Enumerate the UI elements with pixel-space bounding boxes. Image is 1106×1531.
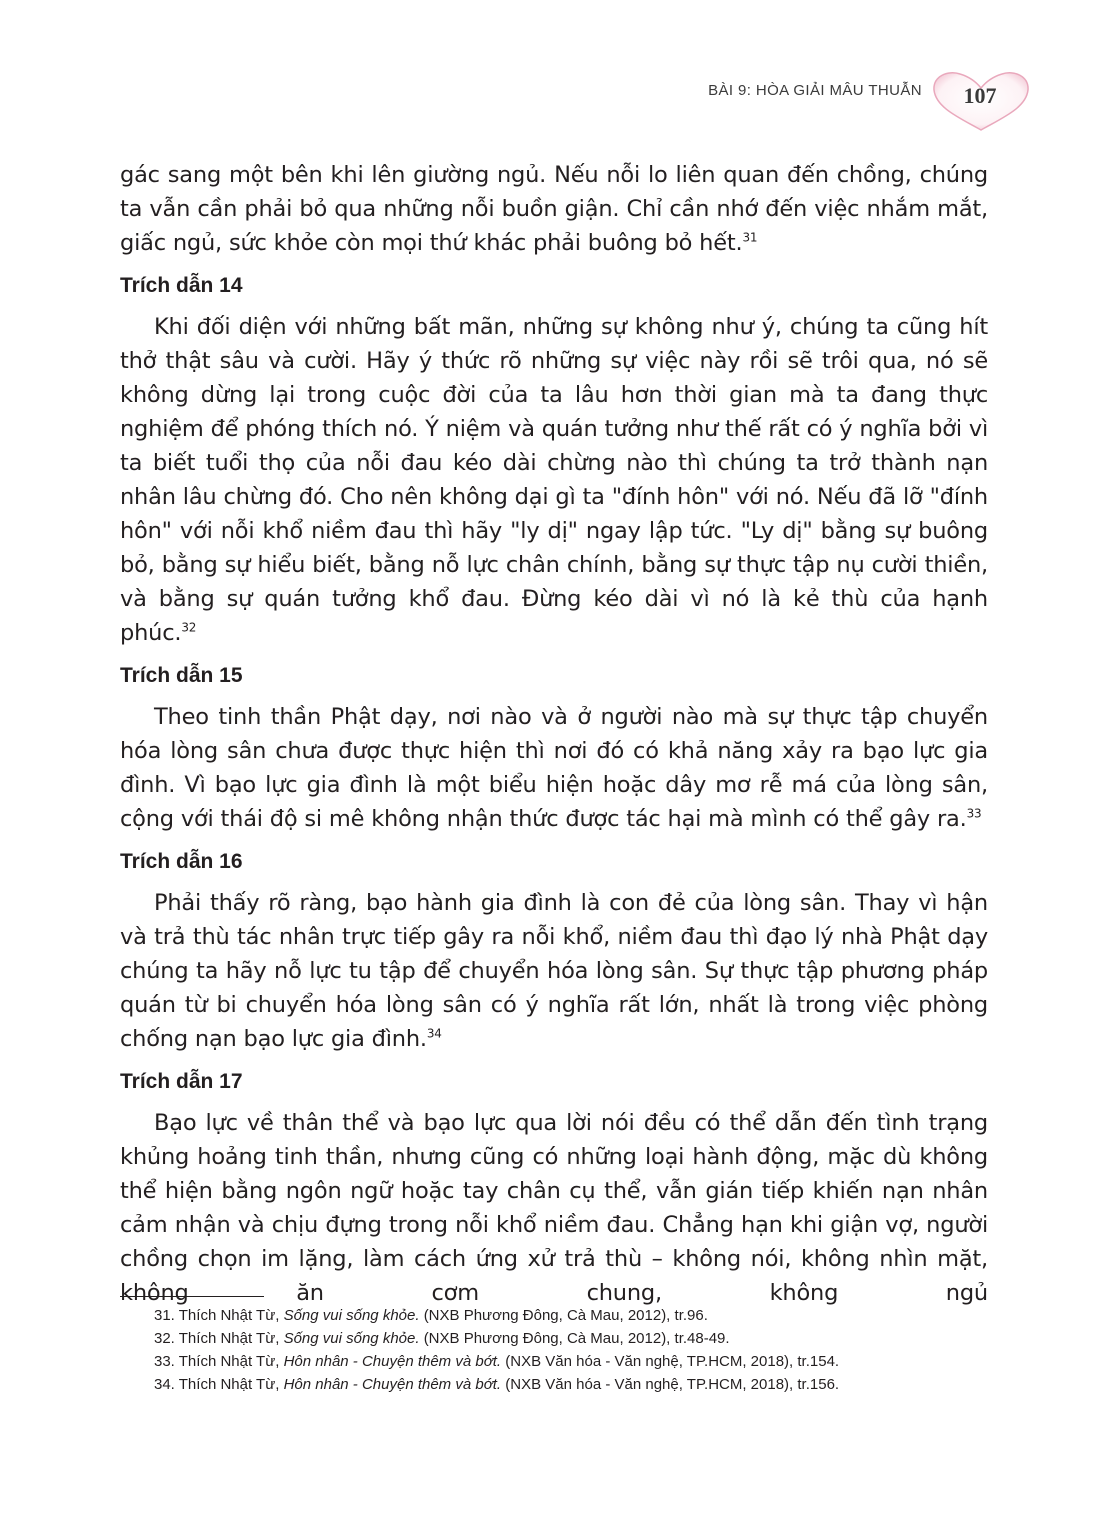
footnote-author: Thích Nhật Từ,: [178, 1307, 280, 1324]
footnote-source: (NXB Văn hóa - Văn nghệ, TP.HCM, 2018), tr.154.: [505, 1353, 840, 1370]
footnote-ref: 33: [966, 806, 982, 821]
footnote-ref: 32: [181, 620, 197, 635]
quote-text: Bạo lực về thân thể và bạo lực qua lời nói đều có thể dẫn đến tình trạng khủng hoảng tinh thần, nhưng cũng có những loại hành động, mặc dù không thể hiện bằng ngôn ngữ hoặc tay chân cụ thể, vẫn gián tiếp khiến nạn nhân cảm nhận và chịu đựng trong nỗi khổ niềm đau. Chẳng hạn khi giận vợ, người chồng chọn im lặng, làm cách ứng xử trả thù – không nói, không nhìn mặt, không ăn cơm chung, không ngủ: [120, 1110, 988, 1306]
quote-heading: Trích dẫn 14: [120, 274, 243, 297]
footnote-number: 33.: [154, 1353, 175, 1370]
quote-paragraph: [120, 886, 988, 1056]
quote-heading: Trích dẫn 17: [120, 1070, 243, 1093]
footnote-title: Sống vui sống khỏe.: [283, 1330, 420, 1347]
footnote-author: Thích Nhật Từ,: [178, 1330, 280, 1347]
footnote-author: Thích Nhật Từ,: [178, 1353, 280, 1370]
intro-paragraph: [120, 158, 988, 260]
footnote-source: (NXB Văn hóa - Văn nghệ, TP.HCM, 2018), tr.156.: [505, 1376, 840, 1393]
page-header: [432, 68, 1032, 138]
footnote-item: [120, 1350, 988, 1373]
footnote-item: [120, 1373, 988, 1396]
footnote-author: Thích Nhật Từ,: [178, 1376, 280, 1393]
quote-paragraph: [120, 700, 988, 836]
footnotes: [120, 1304, 988, 1396]
footnote-title: Hôn nhân - Chuyện thêm và bớt.: [283, 1376, 502, 1393]
footnote-title: Hôn nhân - Chuyện thêm và bớt.: [283, 1353, 502, 1370]
footnote-number: 32.: [154, 1330, 175, 1347]
page-number: 107: [963, 83, 997, 108]
quote-text: Theo tinh thần Phật dạy, nơi nào và ở người nào mà sự thực tập chuyển hóa lòng sân chưa được thực hiện thì nơi đó có khả năng xảy ra bạo lực gia đình. Vì bạo lực gia đình là một biểu hiện hoặc dây mơ rễ má của lòng sân, cộng với thái độ si mê không nhận thức được tác hại mà mình có thể gây ra.: [120, 704, 988, 832]
quote-text: Phải thấy rõ ràng, bạo hành gia đình là con đẻ của lòng sân. Thay vì hận và trả thù tác nhân trực tiếp gây ra nỗi khổ, niềm đau thì đạo lý nhà Phật dạy chúng ta hãy nỗ lực tu tập để chuyển hóa lòng sân. Sự thực tập phương pháp quán từ bi chuyển hóa lòng sân có ý nghĩa rất lớn, nhất là trong việc phòng chống nạn bạo lực gia đình.: [120, 890, 988, 1052]
quote-text: Khi đối diện với những bất mãn, những sự không như ý, chúng ta cũng hít thở thật sâu và cười. Hãy ý thức rõ những sự việc này rồi sẽ trôi qua, nó sẽ không dừng lại trong cuộc đời của ta lâu hơn thời gian mà ta đang thực nghiệm để phóng thích nó. Ý niệm và quán tưởng như thế rất có ý nghĩa bởi vì ta biết tuổi thọ của nỗi đau kéo dài chừng nào thì chúng ta trở thành nạn nhân lâu chừng đó. Cho nên không dại gì ta "đính hôn" với nó. Nếu đã lỡ "đính hôn" với nỗi khổ niềm đau thì hãy "ly dị" ngay lập tức. "Ly dị" bằng sự buông bỏ, bằng sự hiểu biết, bằng nỗ lực chân chính, bằng sự thực tập nụ cười thiền, và bằng sự quán tưởng khổ đau. Đừng kéo dài vì nó là kẻ thù của hạnh phúc.: [120, 314, 988, 646]
footnote-number: 34.: [154, 1376, 175, 1393]
footnote-title: Sống vui sống khỏe.: [283, 1307, 420, 1324]
main-content: [120, 158, 988, 1310]
footnote-ref: 34: [426, 1026, 442, 1041]
intro-text: gác sang một bên khi lên giường ngủ. Nếu nỗi lo liên quan đến chồng, chúng ta vẫn cần phải bỏ qua những nỗi buồn giận. Chỉ cần nhớ đến việc nhắm mắt, giấc ngủ, sức khỏe còn mọi thứ khác phải buông bỏ hết.: [120, 162, 988, 256]
footnote-source: (NXB Phương Đông, Cà Mau, 2012), tr.96.: [423, 1307, 708, 1324]
quote-paragraph: [120, 1106, 988, 1310]
quote-heading: Trích dẫn 16: [120, 850, 243, 873]
quote-paragraph: [120, 310, 988, 650]
chapter-title: BÀI 9: HÒA GIẢI MÂU THUẪN: [708, 82, 922, 99]
footnote-ref: 31: [742, 230, 758, 245]
footnote-divider: [120, 1296, 264, 1297]
quote-heading: Trích dẫn 15: [120, 664, 243, 687]
footnote-item: [120, 1304, 988, 1327]
footnote-source: (NXB Phương Đông, Cà Mau, 2012), tr.48-49.: [423, 1330, 730, 1347]
footnote-item: [120, 1327, 988, 1350]
footnote-number: 31.: [154, 1307, 175, 1324]
